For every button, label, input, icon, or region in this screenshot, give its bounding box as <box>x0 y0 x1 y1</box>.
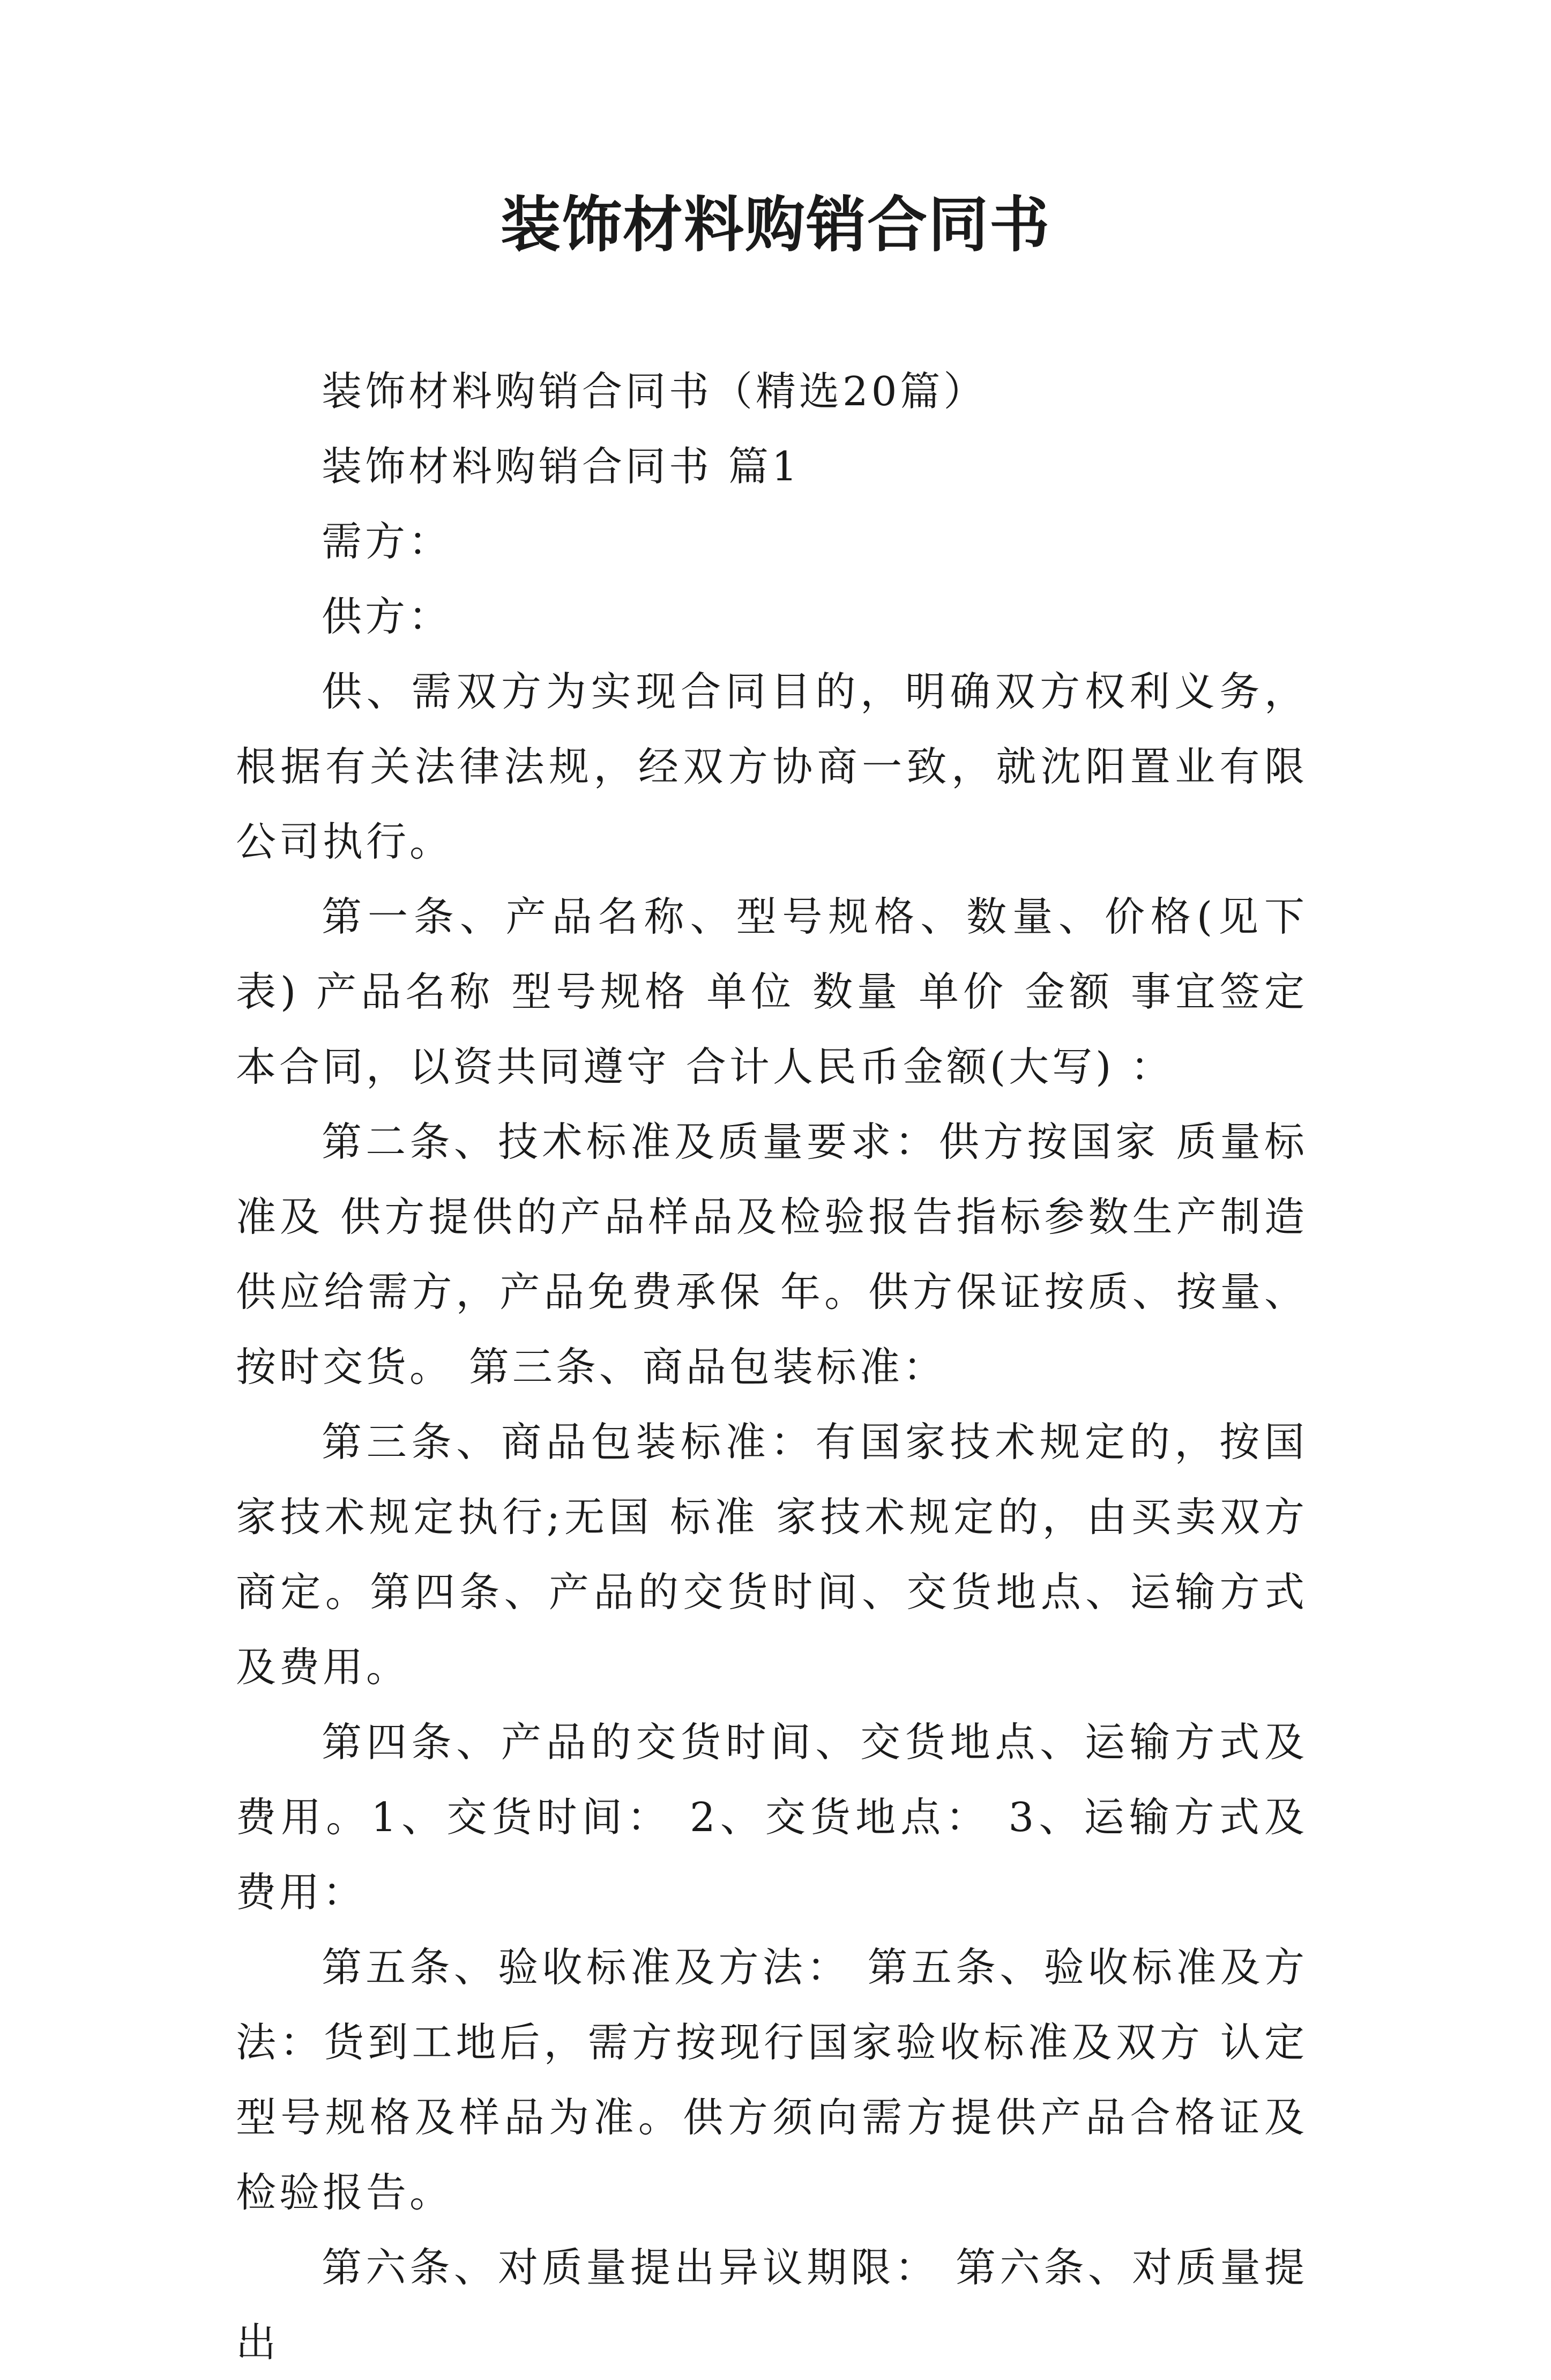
paragraph-supplier: 供方： <box>322 593 452 640</box>
document-title: 装饰材料购销合同书 <box>501 190 1050 260</box>
paragraph-section-heading: 装饰材料购销合同书 篇1 <box>322 443 801 490</box>
paragraph-article-1: 第一条、产品名称、型号规格、数量、价格(见下表) 产品名称 型号规格 单位 数量 单价 金额 事宜签定本合同，以资共同遵守 合计人民币金额(大写) ： <box>236 893 1308 1090</box>
paragraph-article-6: 第六条、对质量提出异议期限： 第六条、对质量提出 <box>236 2244 1308 2366</box>
paragraph-article-2: 第二条、技术标准及质量要求：供方按国家 质量标准及 供方提供的产品样品及检验报告指标参数生产制造供应给需方，产品免费承保 年。供方保证按质、按量、按时交货。 第三条、商品包装标准： <box>236 1118 1308 1390</box>
paragraph-article-4: 第四条、产品的交货时间、交货地点、运输方式及费用。1、交货时间： 2、交货地点： 3、运输方式及费用： <box>236 1719 1308 1916</box>
paragraph-subtitle: 装饰材料购销合同书（精选20篇） <box>322 368 987 415</box>
document-body <box>236 354 1308 2380</box>
paragraph-article-3: 第三条、商品包装标准：有国家技术规定的，按国家技术规定执行;无国 标准 家技术规定的，由买卖双方商定。第四条、产品的交货时间、交货地点、运输方式及费用。 <box>236 1418 1308 1691</box>
paragraph-preamble: 供、需双方为实现合同目的，明确双方权利义务，根据有关法律法规，经双方协商一致，就沈阳置业有限公司执行。 <box>236 668 1308 865</box>
paragraph-buyer: 需方： <box>322 518 452 565</box>
paragraph-article-5: 第五条、验收标准及方法： 第五条、验收标准及方法：货到工地后，需方按现行国家验收标准及双方 认定型号规格及样品为准。供方须向需方提供产品合格证及检验报告。 <box>236 1944 1308 2216</box>
